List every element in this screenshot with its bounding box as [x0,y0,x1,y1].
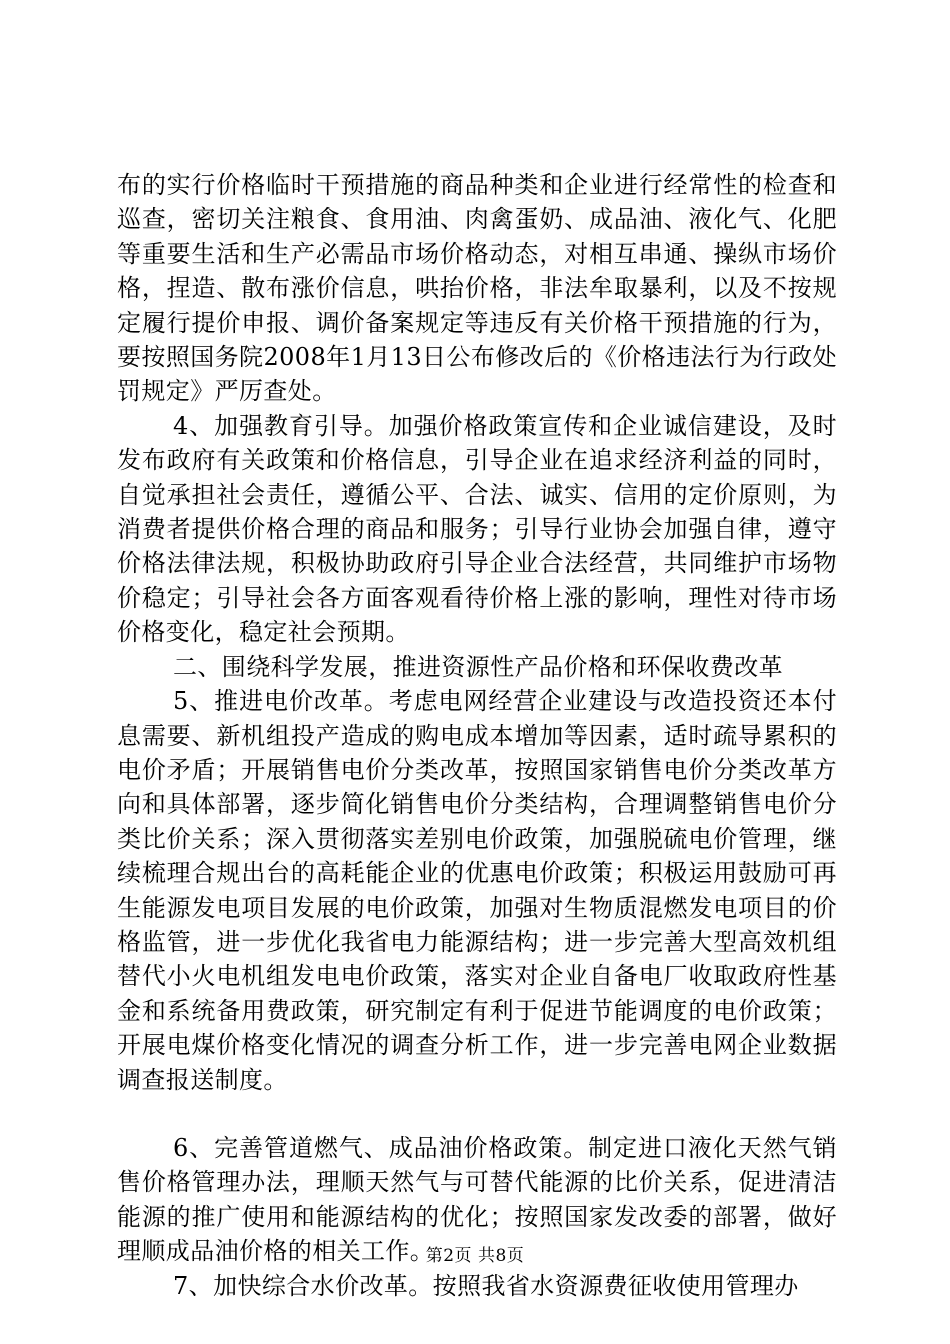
page-number-footer: 第2页 共8页 [425,1246,525,1266]
paragraph-spacer [117,1097,837,1131]
paragraph-item-7: 7、加快综合水价改革。按照我省水资源费征收使用管理办 [173,1271,799,1300]
paragraph-continued: 布的实行价格临时干预措施的商品种类和企业进行经常性的检查和巡查，密切关注粮食、食用油、肉禽蛋奶、成品油、液化气、化肥等重要生活和生产必需品市场价格动态，对相互串通、操纵市场价格，捏造、散布涨价信息，哄抬价格，非法牟取暴利，以及不按规定履行提价申报、调价备案规定等违反有关价格干预措施的行为，要按照国务院2008年1月13日公布修改后的《价格违法行为行政处罚规定》严厉查处。 [117,171,837,406]
paragraph-item-6: 6、完善管道燃气、成品油价格政策。制定进口液化天然气销售价格管理办法，理顺天然气与可替代能源的比价关系，促进清洁能源的推广使用和能源结构的优化；按照国家发改委的部署，做好理顺成品油价格的相关工作。 [117,1133,837,1266]
paragraph-item-4: 4、加强教育引导。加强价格政策宣传和企业诚信建设，及时发布政府有关政策和价格信息，引导企业在追求经济利益的同时，自觉承担社会责任，遵循公平、合法、诚实、信用的定价原则，为消费者提供价格合理的商品和服务；引导行业协会加强自律，遵守价格法律法规，积极协助政府引导企业合法经营，共同维护市场物价稳定；引导社会各方面客观看待价格上涨的影响，理性对待市场价格变化，稳定社会预期。 [117,411,837,647]
section-heading-2: 二、围绕科学发展，推进资源性产品价格和环保收费改革 [173,652,783,681]
paragraph-item-5: 5、推进电价改革。考虑电网经营企业建设与改造投资还本付息需要、新机组投产造成的购电成本增加等因素，适时疏导累积的电价矛盾；开展销售电价分类改革，按照国家销售电价分类改革方向和具体部署，逐步简化销售电价分类结构，合理调整销售电价分类比价关系；深入贯彻落实差别电价政策，加强脱硫电价管理，继续梳理合规出台的高耗能企业的优惠电价政策；积极运用鼓励可再生能源发电项目发展的电价政策，加强对生物质混燃发电项目的价格监管，进一步优化我省电力能源结构；进一步完善大型高效机组替代小火电机组发电电价政策，落实对企业自备电厂收取政府性基金和系统备用费政策，研究制定有利于促进节能调度的电价政策；开展电煤价格变化情况的调查分析工作，进一步完善电网企业数据调查报送制度。 [117,687,837,1094]
document-body [117,168,837,1303]
